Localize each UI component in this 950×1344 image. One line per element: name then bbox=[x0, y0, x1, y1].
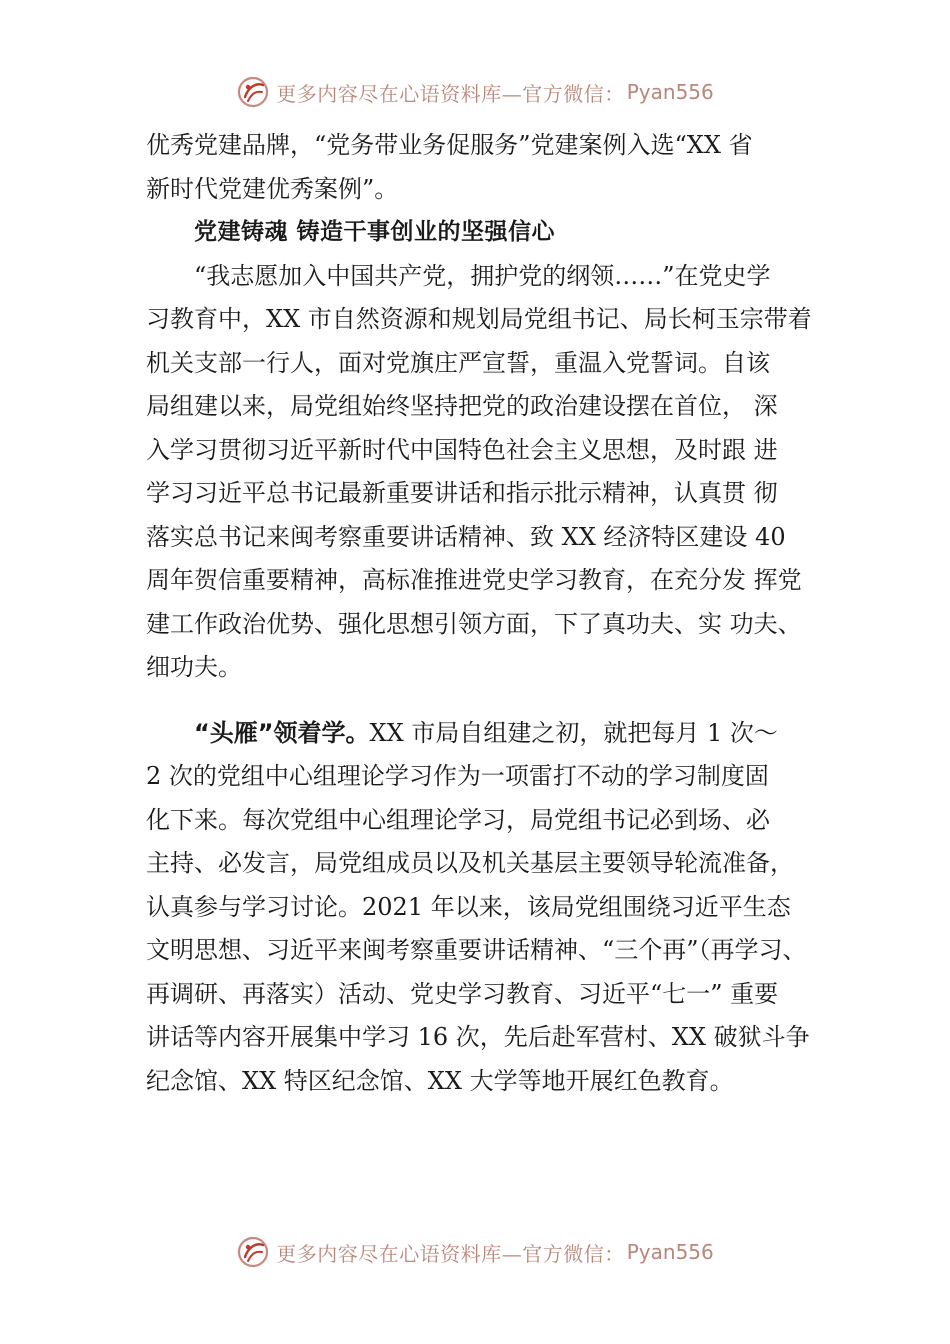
brand-logo-icon bbox=[236, 75, 270, 109]
paragraph-line: 认真参与学习讨论。2021 年以来，该局党组围绕习近平生态 bbox=[146, 892, 791, 921]
paragraph-line: 细功夫。 bbox=[146, 653, 242, 681]
paragraph-line: 化下来。每次党组中心组理论学习，局党组书记必到场、必 bbox=[146, 805, 770, 834]
watermark-text: 更多内容尽在心语资料库—官方微信： bbox=[276, 81, 625, 106]
footer-watermark bbox=[0, 1232, 950, 1272]
paragraph-line: 周年贺信重要精神，高标准推进党史学习教育，在充分发 挥党 bbox=[146, 566, 802, 594]
paragraph-line: 主持、必发言，局党组成员以及机关基层主要领导轮流准备， bbox=[146, 849, 794, 877]
paragraph-line: 习教育中，XX 市自然资源和规划局党组书记、局长柯玉宗带着 bbox=[146, 305, 812, 333]
paragraph-line: 机关支部一行人，面对党旗庄严宣誓，重温入党誓词。自该 bbox=[146, 348, 770, 377]
paragraph-line: 纪念馆、XX 特区纪念馆、XX 大学等地开展红色教育。 bbox=[146, 1066, 734, 1095]
paragraph-line: 讲话等内容开展集中学习 16 次，先后赴军营村、XX 破狱斗争 bbox=[146, 1023, 810, 1051]
continuation-line: 新时代党建优秀案例”。 bbox=[146, 174, 399, 203]
paragraph-line: “我志愿加入中国共产党，拥护党的纲领……”在党史学 bbox=[194, 261, 771, 290]
paragraph-line: 入学习贯彻习近平新时代中国特色社会主义思想，及时跟 进 bbox=[146, 435, 778, 464]
continuation-line: 优秀党建品牌，“党务带业务促服务”党建案例入选“XX 省 bbox=[146, 131, 753, 159]
watermark-wechat-id: Pyan556 bbox=[626, 80, 714, 104]
subsection-first-line-text: XX 市局自组建之初，就把每月 1 次～ bbox=[369, 718, 778, 747]
brand-logo-icon bbox=[236, 1235, 270, 1269]
document-body bbox=[146, 124, 836, 1103]
section-heading: 党建铸魂 铸造干事创业的坚强信心 bbox=[194, 219, 556, 245]
watermark-text: 更多内容尽在心语资料库—官方微信： bbox=[276, 1241, 625, 1266]
paragraph-line: 2 次的党组中心组理论学习作为一项雷打不动的学习制度固 bbox=[146, 762, 769, 790]
watermark-wechat-id: Pyan556 bbox=[626, 1240, 714, 1264]
paragraph-gap bbox=[146, 690, 836, 712]
paragraph-line: 建工作政治优势、强化思想引领方面，下了真功夫、实 功夫、 bbox=[146, 609, 802, 638]
paragraph-line: 学习习近平总书记最新重要讲话和指示批示精神，认真贯 彻 bbox=[146, 479, 778, 507]
paragraph-line: 落实总书记来闽考察重要讲话精神、致 XX 经济特区建设 40 bbox=[146, 522, 786, 551]
paragraph-line: 局组建以来，局党组始终坚持把党的政治建设摆在首位， 深 bbox=[146, 392, 778, 420]
paragraph-line: 文明思想、习近平来闽考察重要讲话精神、“三个再”（再学习、 bbox=[146, 936, 807, 964]
subsection-first-line bbox=[146, 712, 836, 756]
paragraph-line: 再调研、再落实）活动、党史学习教育、习近平“七一” 重要 bbox=[146, 979, 779, 1008]
subsection-lead: “头雁”领着学。 bbox=[194, 718, 370, 747]
header-watermark bbox=[0, 72, 950, 112]
